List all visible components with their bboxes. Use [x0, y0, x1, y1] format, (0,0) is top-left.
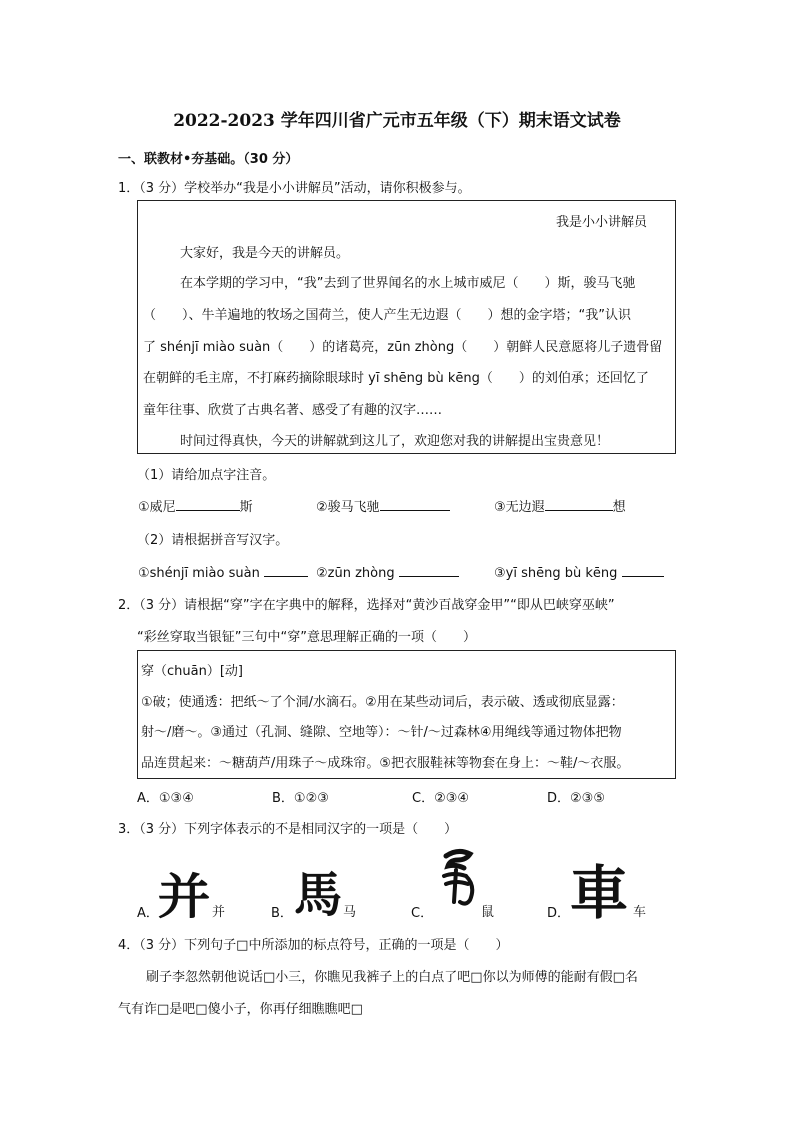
- page-title: 2022-2023 学年四川省广元市五年级（下）期末语文试卷: [173, 111, 621, 131]
- q1-sub2-item-c: [494, 562, 664, 581]
- ancient-script-bing-glyph: 并: [157, 869, 211, 925]
- q2-dict-line: 品连贯起来：～糖葫芦/用珠子～成珠帘。⑤把衣服鞋袜等物套在身上：～鞋/～衣服。: [141, 756, 630, 771]
- answer-blank[interactable]: [399, 562, 459, 577]
- q1-sub1-item-text: ①威尼: [138, 500, 176, 515]
- q1-sub1-item-a: [138, 496, 253, 515]
- q3-option-c-modern: 鼠: [481, 905, 495, 920]
- q3-option-d-modern: 车: [633, 905, 647, 920]
- ancient-script-shu-glyph: [436, 846, 482, 908]
- q1-sub2-item-text: ①shénjī miào suàn: [138, 566, 260, 581]
- q3-stem: 3．（3 分）下列字体表示的不是相同汉字的一项是（ ）: [118, 822, 458, 837]
- q1-sub1: （1）请给加点字注音。: [137, 468, 276, 483]
- q3-option-b-modern: 马: [343, 905, 357, 920]
- q2-dict-line: 穿（chuān）[动]: [141, 664, 243, 679]
- q1-line: 了 shénjī miào suàn（ ）的诸葛亮，zūn zhòng（ ）朝鲜人民意愿将儿子遗骨留: [143, 340, 663, 355]
- q1-sub1-item-text: 斯: [239, 500, 253, 515]
- q1-sub2-item-text: ②zūn zhòng: [316, 566, 395, 581]
- q1-sub1-item-text: ③无边遐: [494, 500, 545, 515]
- q2-stem: 2．（3 分）请根据“穿”字在字典中的解释，选择对“黄沙百战穿金甲”“即从巴峡穿巫峡”: [118, 598, 615, 613]
- answer-blank[interactable]: [264, 562, 308, 577]
- q1-line: 时间过得真快，今天的讲解就到这儿了，欢迎您对我的讲解提出宝贵意见！: [180, 434, 610, 449]
- section-heading: 一、联教材•夯基础。（30 分）: [118, 152, 299, 167]
- q1-sub2-item-a: [138, 562, 308, 581]
- q1-sub1-item-text: 想: [612, 500, 626, 515]
- q1-line: （ ）、牛羊遍地的牧场之国荷兰，使人产生无边遐（ ）想的金字塔；“我”认识: [143, 308, 631, 323]
- ancient-script-che-glyph: 車: [570, 859, 629, 927]
- q1-sub2-item-text: ③yī shēng bù kēng: [494, 566, 618, 581]
- q1-line: 童年往事、欣赏了古典名著、感受了有趣的汉字……: [143, 403, 443, 418]
- q3-option-b-label[interactable]: B．: [271, 906, 293, 921]
- answer-blank[interactable]: [176, 496, 240, 511]
- q4-stem: 4．（3 分）下列句子□中所添加的标点符号，正确的一项是（ ）: [118, 938, 509, 953]
- q4-passage-line: 气有诈□是吧□傻小子，你再仔细瞧瞧吧□: [118, 1002, 363, 1017]
- q1-sub1-item-b: [316, 496, 450, 515]
- q3-option-a-modern: 并: [212, 905, 226, 920]
- answer-blank[interactable]: [545, 496, 613, 511]
- q3-option-c-label[interactable]: C．: [411, 906, 434, 921]
- q2-stem-cont: “彩丝穿取当银钲”三句中“穿”意思理解正确的一项（ ）: [137, 630, 476, 645]
- q2-dict-line: 射～/磨～。③通过（孔洞、缝隙、空地等）：～针/～过森林④用绳线等通过物体把物: [141, 725, 622, 740]
- q4-passage-line: 刷子李忽然朝他说话□小三，你瞧见我裤子上的白点了吧□你以为师傅的能耐有假□名: [146, 970, 638, 985]
- q2-dict-line: ①破；使通透：把纸～了个洞/水滴石。②用在某些动词后，表示破、透或彻底显露：: [141, 695, 624, 710]
- q1-sub1-item-text: ②骏马飞驰: [316, 500, 380, 515]
- q1-box-title: 我是小小讲解员: [556, 215, 648, 230]
- q3-option-a-label[interactable]: A．: [137, 906, 159, 921]
- q2-option-d[interactable]: D．②③⑤: [547, 791, 605, 806]
- q3-option-d-label[interactable]: D．: [547, 906, 571, 921]
- q1-line: 大家好，我是今天的讲解员。: [180, 246, 350, 261]
- q1-line: 在朝鲜的毛主席，不打麻药摘除眼球时 yī shēng bù kēng（ ）的刘伯承；还回忆了: [143, 371, 649, 386]
- q1-sub2-item-b: [316, 562, 459, 581]
- q1-stem: 1．（3 分）学校举办“我是小小讲解员”活动，请你积极参与。: [118, 181, 471, 196]
- q2-option-a[interactable]: A．①③④: [137, 791, 194, 806]
- answer-blank[interactable]: [380, 496, 450, 511]
- q1-line: 在本学期的学习中，“我”去到了世界闻名的水上城市威尼（ ）斯，骏马飞驰: [180, 276, 636, 291]
- answer-blank[interactable]: [622, 562, 664, 577]
- q2-option-b[interactable]: B．①②③: [272, 791, 329, 806]
- q2-option-c[interactable]: C．②③④: [412, 791, 470, 806]
- q1-sub2: （2）请根据拼音写汉字。: [137, 533, 289, 548]
- ancient-script-ma-glyph: 馬: [294, 867, 343, 923]
- q1-sub1-item-c: [494, 496, 626, 515]
